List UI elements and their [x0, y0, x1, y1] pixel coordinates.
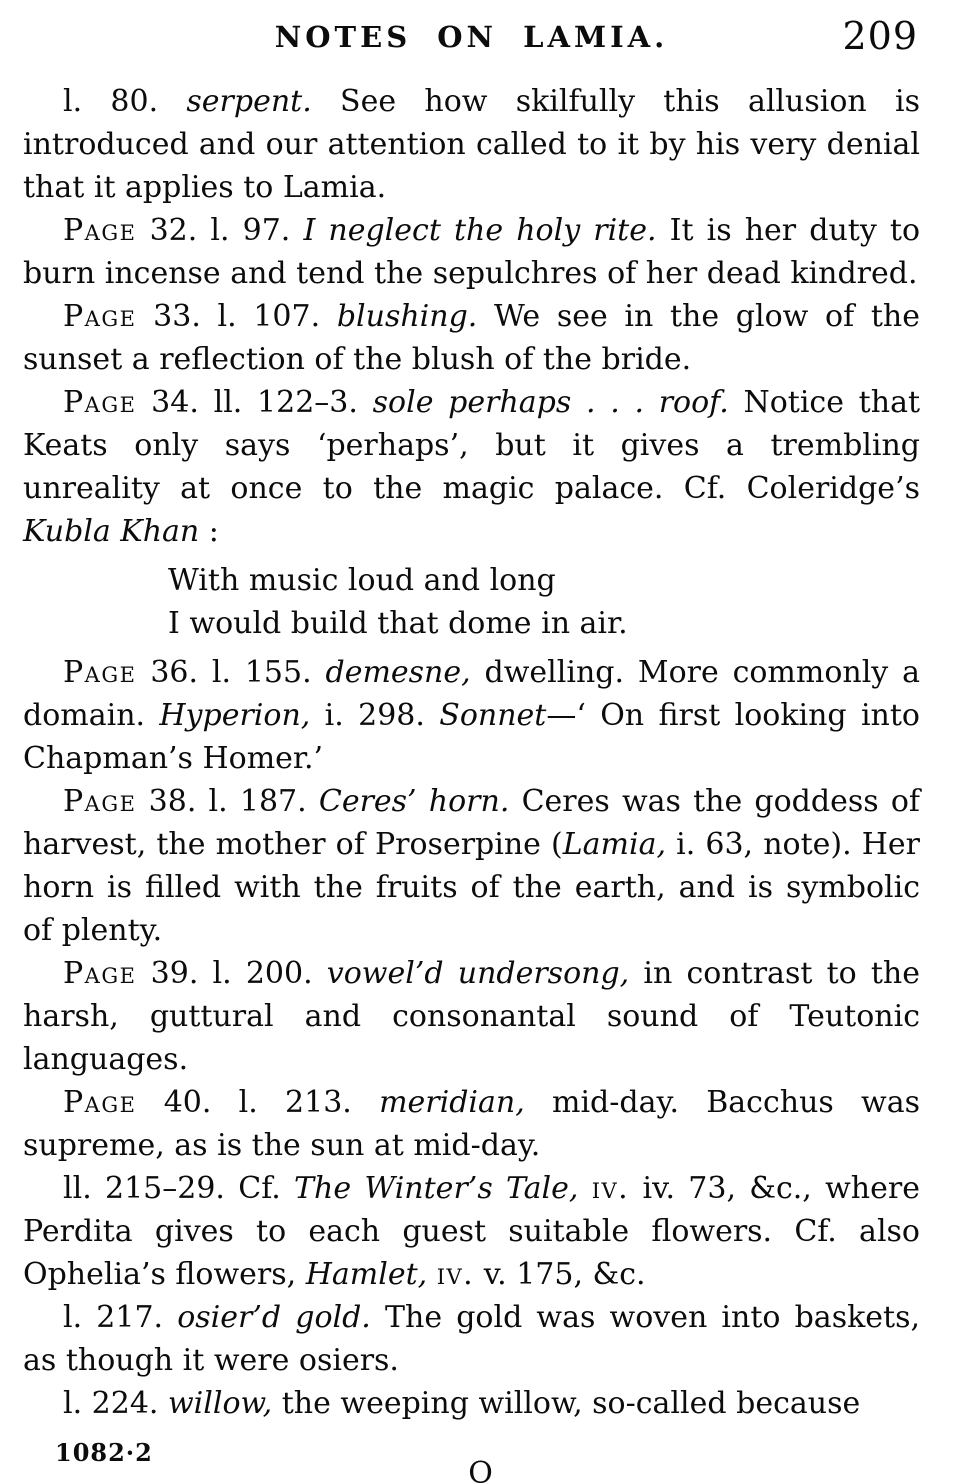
text-segment: [427, 1257, 437, 1292]
text-segment: osier’d gold.: [177, 1300, 371, 1335]
text-segment: iv. 73, &c., where Perdita gives to each guest suitable flowers. Cf. also Ophelia’s flowers,: [23, 1171, 920, 1292]
text-segment: v. 175, &c.: [474, 1257, 646, 1292]
text-segment: The Winter’s Tale,: [294, 1171, 579, 1206]
text-segment: blushing.: [336, 299, 478, 334]
text-segment: See how skilfully this allusion is introduced and our attention called to it by his very denial that it applies to Lamia.: [23, 84, 920, 205]
text-segment: Page: [63, 299, 137, 334]
page-body: [23, 80, 920, 1425]
text-segment: We see in the glow of the sunset a reflection of the blush of the bride.: [23, 299, 920, 377]
verse-line: [23, 559, 920, 602]
signature-mark: 1082·2: [55, 1438, 153, 1467]
paragraph: [23, 80, 920, 209]
text-segment: Lamia,: [562, 827, 667, 862]
text-segment: dwelling. More commonly a domain.: [23, 655, 920, 733]
text-segment: I would build that dome in air.: [168, 606, 628, 641]
text-segment: 39. l. 200.: [136, 956, 327, 991]
text-segment: Page: [63, 956, 137, 991]
text-segment: Page: [63, 213, 137, 248]
page-number: 209: [842, 14, 918, 58]
text-segment: 40. l. 213.: [136, 1085, 380, 1120]
text-segment: serpent.: [186, 84, 312, 119]
text-segment: iv.: [436, 1257, 475, 1292]
text-segment: i. 298.: [310, 698, 440, 733]
text-segment: mid-day. Bacchus was supreme, as is the sun at mid-day.: [23, 1085, 920, 1163]
paragraph: [23, 209, 920, 295]
text-segment: Ceres’ horn.: [318, 784, 510, 819]
text-segment: 32. l. 97.: [136, 213, 304, 248]
paragraph: [23, 651, 920, 780]
text-segment: —‘ On first looking into Chapman’s Homer.’: [23, 698, 920, 776]
text-segment: Notice that Keats only says ‘perhaps’, but it gives a trembling unreality at once to the magic palace. Cf. Coleridge’s: [23, 385, 921, 506]
text-segment: Hamlet,: [305, 1257, 428, 1292]
paragraph: [23, 952, 920, 1081]
text-segment: iv.: [591, 1171, 630, 1206]
text-segment: meridian,: [379, 1085, 525, 1120]
text-segment: I neglect the holy rite.: [303, 213, 657, 248]
text-segment: i. 63, note). Her horn is filled with the fruits of the earth, and is symbolic of plenty.: [23, 827, 920, 948]
text-segment: 34. ll. 122–3.: [136, 385, 373, 420]
text-segment: sole perhaps . . . roof.: [372, 385, 729, 420]
text-segment: Ceres was the goddess of harvest, the mother of Proserpine (: [23, 784, 920, 862]
text-segment: Page: [63, 385, 137, 420]
text-segment: With music loud and long: [168, 563, 556, 598]
text-segment: Hyperion,: [159, 698, 311, 733]
text-segment: demesne,: [325, 655, 471, 690]
gathering-letter: O: [468, 1456, 493, 1483]
text-segment: The gold was woven into baskets, as though it were osiers.: [23, 1300, 921, 1378]
page-header: [23, 14, 920, 64]
text-segment: vowel’d undersong,: [326, 956, 630, 991]
paragraph: [23, 295, 920, 381]
text-segment: 38. l. 187.: [136, 784, 319, 819]
text-segment: [578, 1171, 591, 1206]
text-segment: the weeping willow, so-called because: [272, 1386, 861, 1421]
paragraph: [23, 1382, 920, 1425]
text-segment: It is her duty to burn incense and tend the sepulchres of her dead kindred.: [23, 213, 921, 291]
text-segment: :: [199, 514, 219, 549]
paragraph: [23, 1296, 920, 1382]
text-segment: Page: [63, 655, 137, 690]
text-segment: ll. 215–29. Cf.: [63, 1171, 295, 1206]
text-segment: 36. l. 155.: [136, 655, 326, 690]
paragraph: [23, 1081, 920, 1167]
text-segment: willow,: [168, 1386, 273, 1421]
verse-line: [23, 602, 920, 645]
text-segment: Sonnet: [439, 698, 547, 733]
paragraph: [23, 381, 920, 553]
text-segment: l. 224.: [63, 1386, 168, 1421]
paragraph: [23, 1167, 920, 1296]
paragraph: [23, 780, 920, 952]
text-segment: l. 217.: [63, 1300, 178, 1335]
text-segment: 33. l. 107.: [136, 299, 337, 334]
text-segment: Page: [63, 784, 137, 819]
text-segment: Page: [63, 1085, 137, 1120]
text-segment: l. 80.: [63, 84, 187, 119]
running-title: NOTES ON LAMIA.: [274, 20, 669, 54]
text-segment: in contrast to the harsh, guttural and consonantal sound of Teutonic languages.: [23, 956, 920, 1077]
text-segment: Kubla Khan: [23, 514, 200, 549]
